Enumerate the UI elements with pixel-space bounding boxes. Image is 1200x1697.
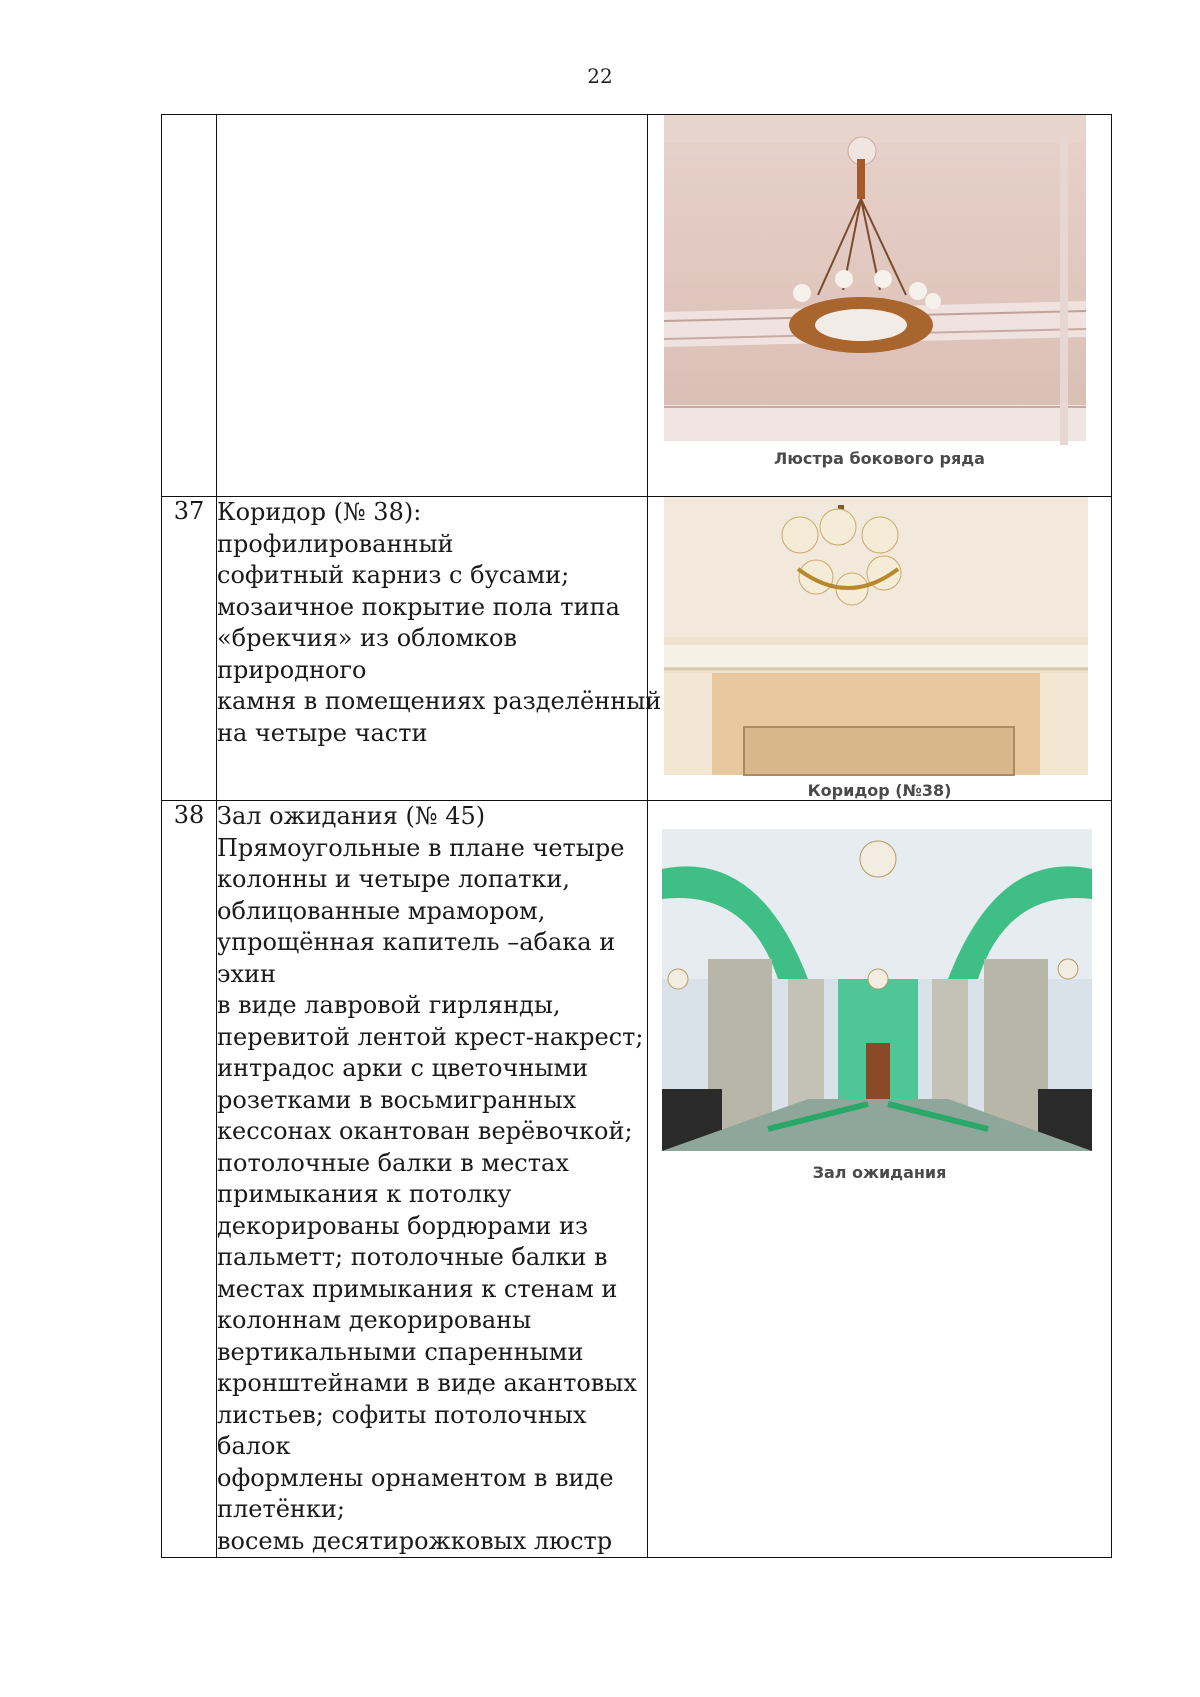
description-line: облицованные мрамором, — [217, 896, 546, 925]
row-number — [162, 115, 217, 497]
description-line: мозаичное покрытие пола типа — [217, 592, 620, 621]
description-line: интрадос арки с цветочными — [217, 1054, 589, 1082]
description-line: Коридор (№ 38): — [217, 498, 422, 526]
description-line: розетками в восьмигранных — [217, 1085, 577, 1114]
description-line: восемь десятирожковых люстр — [217, 1526, 613, 1555]
description-line: колонны и четыре лопатки, — [217, 865, 571, 893]
waiting-hall-photo — [648, 829, 1111, 1183]
description-line: софитный карниз с бусами; — [217, 561, 570, 589]
photo-caption: Зал ожидания — [812, 1163, 947, 1182]
description-line: колоннам декорированы — [217, 1306, 532, 1334]
description-line: плетёнки; — [217, 1495, 346, 1523]
description-line: кессонах окантован верёвочкой; — [217, 1117, 633, 1145]
description-line: пальметт; потолочные балки в — [217, 1243, 608, 1271]
photo-cell — [648, 115, 1112, 497]
row-description — [217, 115, 648, 497]
photo-cell — [648, 801, 1112, 1558]
description-line: «брекчия» из обломков — [217, 624, 517, 652]
description-line: перевитой лентой крест-накрест; — [217, 1022, 644, 1051]
description-line: природного — [217, 655, 367, 684]
description-line: эхин — [217, 959, 276, 988]
row-description — [217, 801, 648, 1558]
description-line: декорированы бордюрами из — [217, 1211, 589, 1240]
description-line: балок — [217, 1432, 291, 1460]
photo-cell — [648, 497, 1112, 801]
photo-caption: Коридор (№38) — [807, 781, 952, 800]
table-row — [162, 115, 1112, 497]
description-line: камня в помещениях разделённый — [217, 687, 662, 715]
description-line: кронштейнами в виде акантовых — [217, 1369, 637, 1397]
description-line: местах примыкания к стенам и — [217, 1274, 618, 1303]
description-line: Прямоугольные в плане четыре — [217, 833, 625, 862]
corridor-photo — [648, 497, 1111, 779]
description-line: профилированный — [217, 529, 454, 558]
description-line: на четыре части — [217, 718, 428, 747]
chandelier-photo — [648, 115, 1111, 445]
table-row — [162, 801, 1112, 1558]
description-line: упрощённая капитель –абака и — [217, 928, 616, 956]
description-line: вертикальными спаренными — [217, 1337, 584, 1366]
row-description — [217, 497, 662, 801]
row-number: 38 — [162, 801, 217, 1558]
row-number: 37 — [162, 497, 217, 801]
page-number: 22 — [587, 64, 613, 88]
description-line: потолочные балки в местах — [217, 1148, 569, 1177]
photo-caption: Люстра бокового ряда — [774, 449, 985, 468]
table-row — [162, 497, 1112, 801]
description-line: оформлены орнаментом в виде — [217, 1463, 614, 1492]
description-line: Зал ожидания (№ 45) — [217, 802, 486, 830]
description-line: в виде лавровой гирлянды, — [217, 991, 561, 1019]
description-line: листьев; софиты потолочных — [217, 1400, 587, 1429]
monuments-table — [161, 114, 1112, 1558]
description-line: примыкания к потолку — [217, 1180, 512, 1208]
